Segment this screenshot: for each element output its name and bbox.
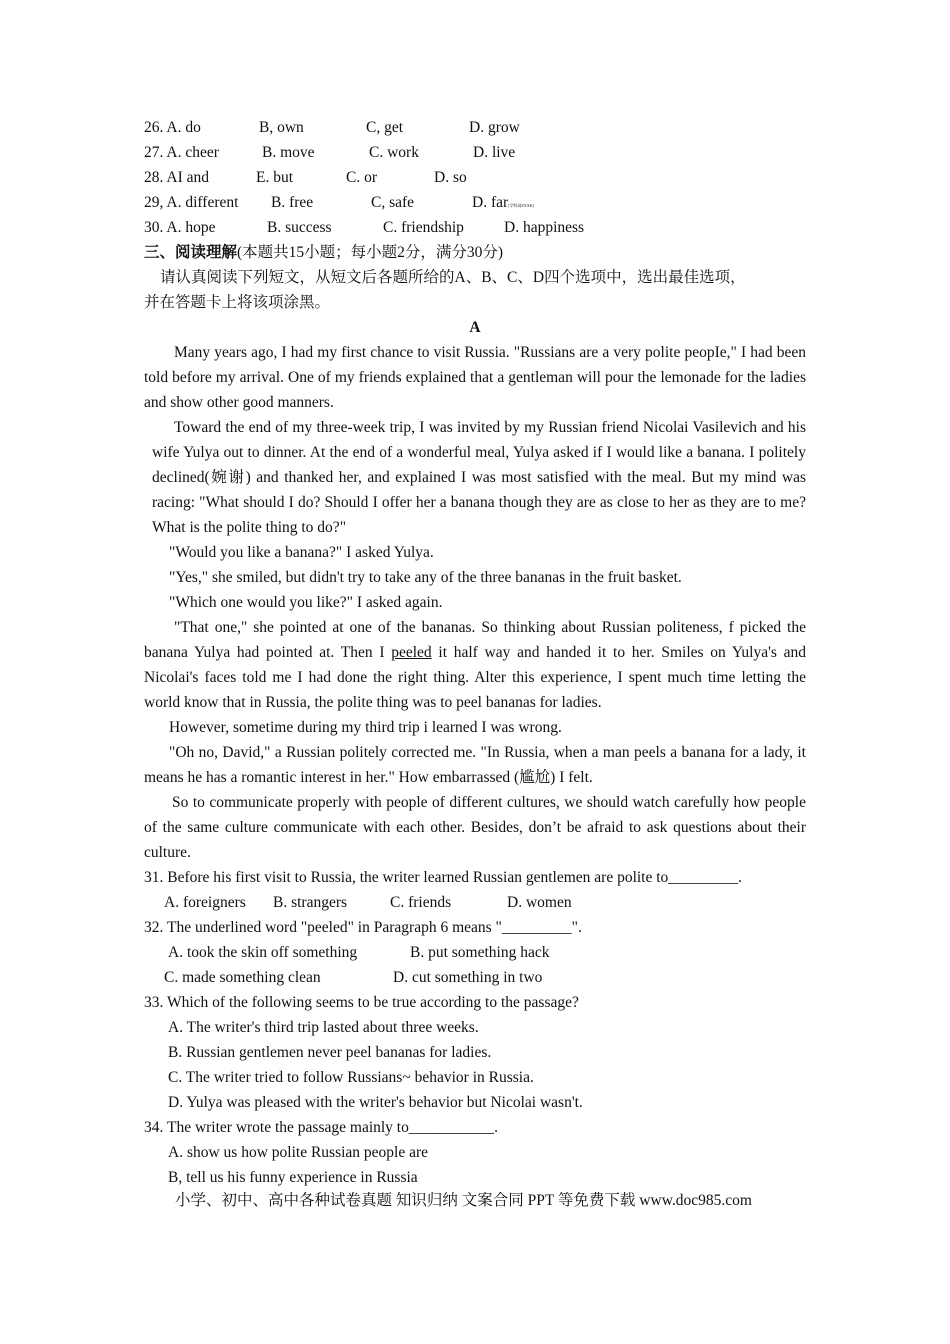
paragraph-9: So to communicate properly with people of different cultures, we should watch carefully how people of the same culture communicate with each other. Besides, don’t be afraid to ask questions about their culture. — [144, 794, 806, 861]
section-instruction-2: 并在答题卡上将该项涂黑。 — [144, 294, 331, 311]
paragraph-6-after: it half way and handed it to her. Smiles on Yulya's and Nicolai's faces told me I had done the right thing. Alter this experience, I spent much time letting the world know that in Russia, the polite thing was to peel bananas for ladies. — [144, 644, 807, 711]
question-33-option-a: A. The writer's third trip lasted about three weeks. — [168, 1019, 479, 1036]
option-d: D. live — [473, 144, 516, 161]
paragraph-7: However, sometime during my third trip i learned I was wrong. — [169, 719, 562, 736]
watermark-tag: [学科网ZXXK] — [508, 203, 534, 208]
option-c: C. friendship — [383, 219, 464, 236]
option-a: 28. AI and — [144, 169, 210, 186]
section-heading-rest: (本题共15小题；每小题2分，满分30分) — [237, 244, 504, 261]
section-heading-bold: 三、阅读理解 — [144, 244, 238, 261]
paragraph-8: "Oh no, David," a Russian politely corrected me. "In Russia, when a man peels a banana for a lady, it means he has a romantic interest in her." How embarrassed (尴尬) I felt. — [144, 744, 806, 786]
question-34-option-b: B, tell us his funny experience in Russia — [168, 1169, 418, 1186]
option-b: B, own — [259, 119, 304, 136]
section-instruction-1: 请认真阅读下列短文，从短文后各题所给的A、B、C、D四个选项中，选出最佳选项， — [160, 269, 746, 286]
paragraph-6-before: "That one," she pointed at one of the bananas. So thinking about Russian politeness, f picked the banana Yulya had pointed at. Then I — [144, 619, 806, 661]
option-a: A. foreigners — [164, 894, 246, 911]
paragraph-5: "Which one would you like?" I asked again. — [169, 594, 443, 611]
question-33-option-c: C. The writer tried to follow Russians~ behavior in Russia. — [168, 1069, 534, 1086]
option-c: C. friends — [390, 894, 452, 911]
page-footer: 小学、初中、高中各种试卷真题 知识归纳 文案合同 PPT 等免费下载 www.doc985.com — [175, 1192, 752, 1209]
paragraph-3: "Would you like a banana?" I asked Yulya. — [169, 544, 434, 561]
option-c: C. or — [346, 169, 377, 186]
option-b: B. strangers — [273, 894, 348, 911]
option-a: 26. A. do — [144, 119, 201, 136]
option-a: 27. A. cheer — [144, 144, 219, 161]
option-a: 30. A. hope — [144, 219, 216, 236]
option-b: B. success — [267, 219, 332, 236]
question-33-option-d: D. Yulya was pleased with the writer's behavior but Nicolai wasn't. — [168, 1094, 583, 1111]
question-33-option-b: B. Russian gentlemen never peel bananas for ladies. — [168, 1044, 492, 1061]
option-a: A. took the skin off something — [168, 944, 358, 961]
question-34: 34. The writer wrote the passage mainly to___________. — [144, 1119, 498, 1136]
option-c: C, safe — [371, 194, 415, 211]
option-d: D. so — [434, 169, 467, 186]
question-34-option-a: A. show us how polite Russian people are — [168, 1144, 429, 1161]
option-d-text: D. far — [472, 194, 509, 211]
option-d: D. happiness — [504, 219, 585, 236]
paragraph-6 — [144, 615, 806, 715]
option-d: D. grow — [469, 119, 520, 136]
option-b: B. free — [271, 194, 314, 211]
option-b: B. move — [262, 144, 315, 161]
option-d: D. cut something in two — [393, 969, 543, 986]
question-31: 31. Before his first visit to Russia, the writer learned Russian gentlemen are polite to_________. — [144, 869, 742, 886]
option-c: C. work — [369, 144, 419, 161]
paragraph-1: Many years ago, I had my first chance to visit Russia. "Russians are a very polite peopIe," I had been told before my arrival. One of my friends explained that a gentleman will pour the lemonade for the ladies and show other good manners. — [144, 344, 806, 411]
option-a: 29, A. different — [144, 194, 239, 211]
option-d: D. women — [507, 894, 572, 911]
option-b: B. put something hack — [410, 944, 550, 961]
option-d — [472, 190, 534, 218]
option-c: C. made something clean — [164, 969, 321, 986]
question-33: 33. Which of the following seems to be true according to the passage? — [144, 994, 579, 1011]
option-c: C, get — [366, 119, 404, 136]
section-heading — [144, 240, 503, 265]
paragraph-4: "Yes," she smiled, but didn't try to take any of the three bananas in the fruit basket. — [169, 569, 682, 586]
underlined-word-peeled: peeled — [391, 644, 432, 661]
option-b: E. but — [256, 169, 294, 186]
passage-label: A — [469, 319, 481, 336]
paragraph-2: Toward the end of my three-week trip, I was invited by my Russian friend Nicolai Vasilevich and his wife Yulya out to dinner. At the end of a wonderful meal, Yulya asked if I would like a banana. I politely declined(婉谢) and thanked her, and explained I was most satisfied with the meal. But my mind was racing: "What should I do? Should I offer her a banana though they are as close to her as they are to me? What is the polite thing to do?" — [152, 419, 806, 536]
question-32: 32. The underlined word "peeled" in Paragraph 6 means "_________". — [144, 919, 582, 936]
